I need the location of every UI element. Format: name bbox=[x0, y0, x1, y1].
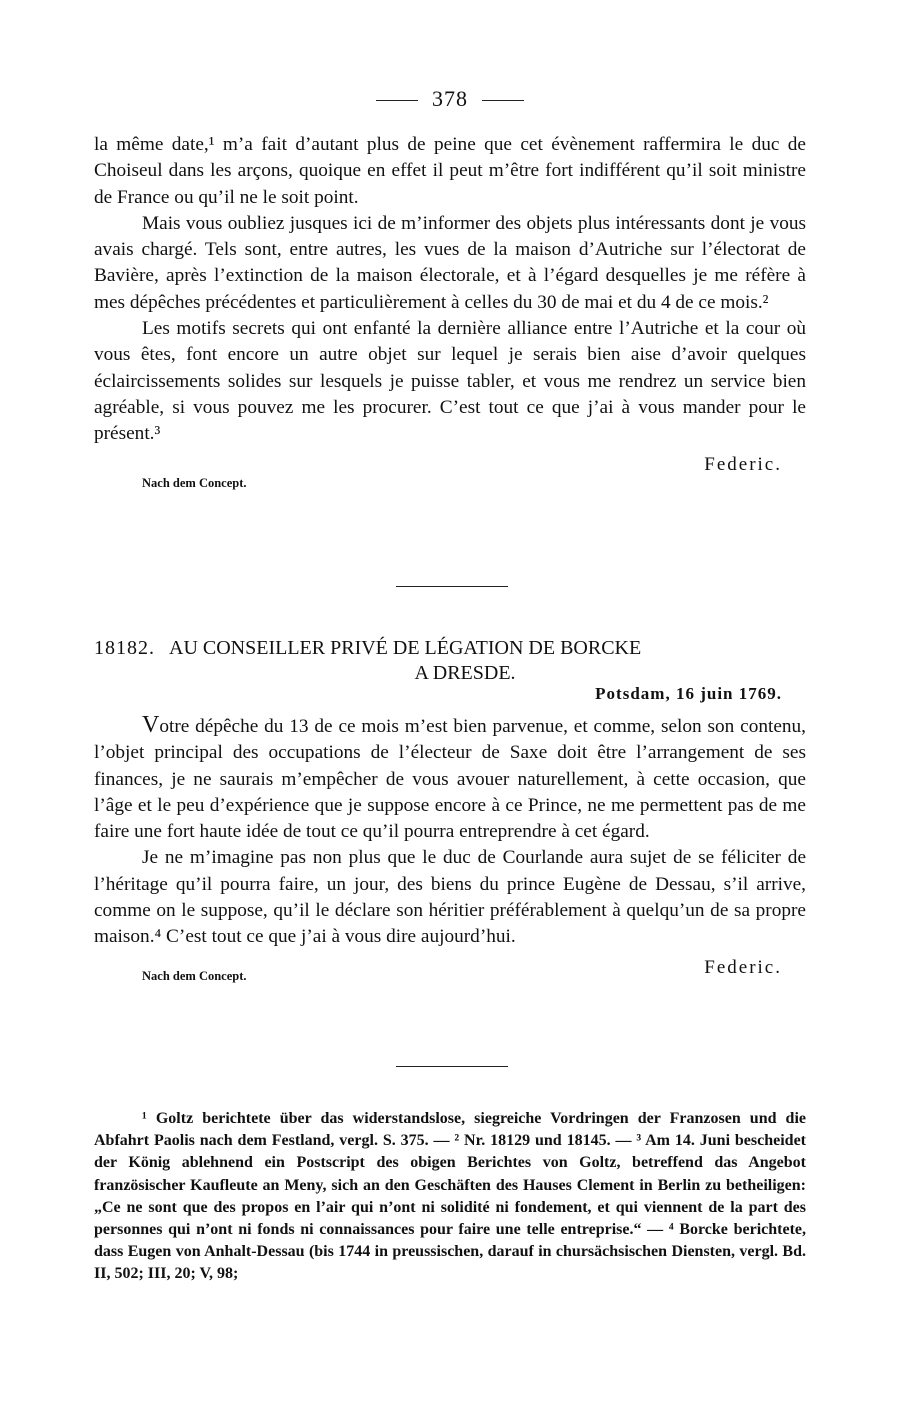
page-header bbox=[0, 86, 900, 112]
header-dash-left bbox=[376, 100, 418, 101]
letter-2-paragraph: Je ne m’imagine pas non plus que le duc de Courlande aura sujet de se féliciter de l’héritage qu’il pourra faire, un jour, des biens du prince Eugène de Dessau, s’il arrive, comme on le suppose, qu’il le déclare son héritier préférablement à quelqu’un de sa propre maison.⁴ C’est tout ce que j’ai à vous dire aujourd’hui. bbox=[94, 847, 806, 948]
page-number: 378 bbox=[432, 86, 468, 111]
letter-1-signature: Federic. bbox=[704, 453, 782, 475]
letter-1-body bbox=[94, 132, 806, 496]
header-dash-right bbox=[482, 100, 524, 101]
letter-2-heading bbox=[94, 636, 806, 686]
letter-1-paragraph: la même date,¹ m’a fait d’autant plus de peine que cet évènement raffermira le duc de Choiseul dans les arçons, quoique en effet il peut m’être fort indifférent qu’il soit ministre de France ou qu’il ne le soit point. bbox=[94, 134, 806, 208]
letter-1-source-note: Nach dem Concept. bbox=[142, 475, 247, 490]
drop-cap: V bbox=[142, 712, 160, 738]
signature-row bbox=[94, 448, 806, 474]
letter-1-paragraph: Mais vous oubliez jusques ici de m’informer des objets plus intéressants dont je vous avais chargé. Tels sont, entre autres, les vues de la maison d’Autriche sur l’électorat de Bavière, après l’extinction de la maison électorale, et à l’égard desquelles je me réfère à mes dépêches précédentes et particulièrement à celles du 30 de mai et du 4 de ce mois.² bbox=[94, 212, 806, 313]
letter-2-paragraph-text: otre dépêche du 13 de ce mois m’est bien parvenue, et comme, selon son contenu, l’objet principal des occupations de l’électeur de Saxe doit être l’arrangement de ses finances, je ne saurais m’empêcher de vous avouer naturellement, à cette occasion, que l’âge et le peu d’expérience que je suppose encore à ce Prince, ne me permettent pas de me faire une fort haute idée de tout ce qu’il pourra entreprendre à cet égard. bbox=[94, 716, 806, 843]
letter-2-signature: Federic. bbox=[704, 956, 782, 978]
letter-2-place: A DRESDE. bbox=[414, 662, 516, 684]
letter-2-paragraph bbox=[94, 712, 806, 845]
footnotes bbox=[94, 1108, 806, 1286]
letter-1-paragraph: Les motifs secrets qui ont enfanté la dernière alliance entre l’Autriche et la cour où vous êtes, font encore un autre objet sur lequel je serais bien aise d’avoir quelques éclaircissements solides sur lesquels je puisse tabler, et vous me rendrez un service bien agréable, si vous pouvez me les procurer. C’est tout ce que j’ai à vous mander pour le présent.³ bbox=[94, 318, 806, 445]
letter-2-addressee: AU CONSEILLER PRIVÉ DE LÉGATION DE BORCKE bbox=[169, 637, 642, 659]
section-divider bbox=[396, 1066, 508, 1067]
footnote-text: ¹ Goltz berichtete über das widerstandslose, siegreiche Vordringen der Franzosen und die Abfahrt Paolis nach dem Festland, vergl. S. 375. — ² Nr. 18129 und 18145. — ³ Am 14. Juni bescheidet der König ablehnend ein Postscript des obigen Berichtes von Goltz, betreffend das Angebot französischer Kaufleute an Meny, sich an den Geschäften des Hauses Clement in Berlin zu betheiligen: „Ce ne sont que des propos en l’air qui n’ont ni solidité ni fondement, et qui viennent de la part des personnes qui n’ont ni fonds ni connaissances pour faire une telle entreprise.“ — ⁴ Borcke berichtete, dass Eugen von Anhalt-Dessau (bis 1744 in preussischen, darauf in chursächsischen Diensten, vergl. Bd. II, 502; III, 20; V, 98; bbox=[94, 1110, 806, 1283]
letter-2-source-note: Nach dem Concept. bbox=[142, 968, 247, 983]
letter-number: 18182. bbox=[94, 637, 155, 659]
letter-2-dateline: Potsdam, 16 juin 1769. bbox=[595, 684, 782, 703]
letter-2-body bbox=[94, 712, 806, 989]
section-divider bbox=[396, 586, 508, 587]
